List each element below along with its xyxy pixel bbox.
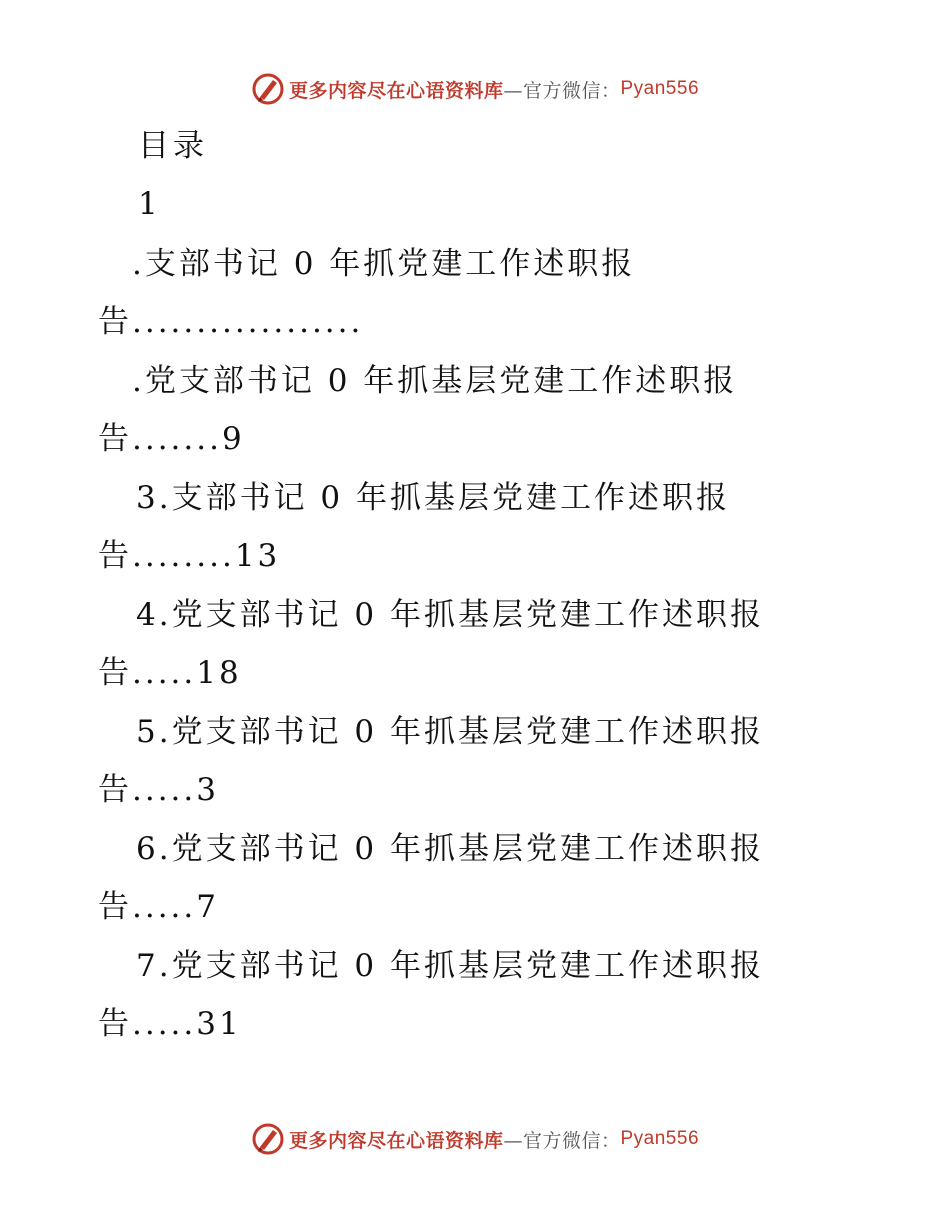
header-banner bbox=[0, 72, 950, 106]
banner-wechat-id: Pyan556 bbox=[620, 78, 700, 99]
toc-entry-2-tail: 告.......9 bbox=[98, 421, 245, 457]
toc-entry-2-title: .党支部书记 0 年抓基层党建工作述职报 bbox=[132, 363, 738, 399]
toc-entry-4-tail: 告.....18 bbox=[98, 655, 242, 691]
toc-entry-6-title: 6.党支部书记 0 年抓基层党建工作述职报 bbox=[136, 831, 765, 867]
toc-entry-7-title: 7.党支部书记 0 年抓基层党建工作述职报 bbox=[136, 948, 765, 984]
toc-entry-1-title: .支部书记 0 年抓党建工作述职报 bbox=[132, 246, 636, 282]
pen-logo-icon bbox=[251, 72, 285, 106]
toc-entry-6-tail: 告.....7 bbox=[98, 889, 219, 925]
footer-banner bbox=[0, 1122, 950, 1156]
toc-entry-5-tail: 告.....3 bbox=[98, 772, 219, 808]
banner-official-label: —官方微信： bbox=[503, 79, 621, 102]
banner-wechat-id: Pyan556 bbox=[620, 1128, 700, 1149]
toc-number: 1 bbox=[138, 186, 161, 222]
banner-official-label: —官方微信： bbox=[503, 1129, 621, 1152]
toc-entry-5-title: 5.党支部书记 0 年抓基层党建工作述职报 bbox=[136, 714, 765, 750]
toc-entry-4-title: 4.党支部书记 0 年抓基层党建工作述职报 bbox=[136, 597, 765, 633]
pen-logo-icon bbox=[251, 1122, 285, 1156]
toc-entry-3-tail: 告........13 bbox=[98, 538, 281, 574]
toc-entry-3-title: 3.支部书记 0 年抓基层党建工作述职报 bbox=[136, 480, 731, 516]
toc-title: 目录 bbox=[138, 128, 208, 164]
banner-brand-text: 更多内容尽在心语资料库 bbox=[288, 1129, 504, 1152]
toc-entry-1-tail: 告.................. bbox=[98, 304, 364, 340]
banner-brand-text: 更多内容尽在心语资料库 bbox=[288, 79, 504, 102]
toc-entry-7-tail: 告.....31 bbox=[98, 1006, 242, 1042]
